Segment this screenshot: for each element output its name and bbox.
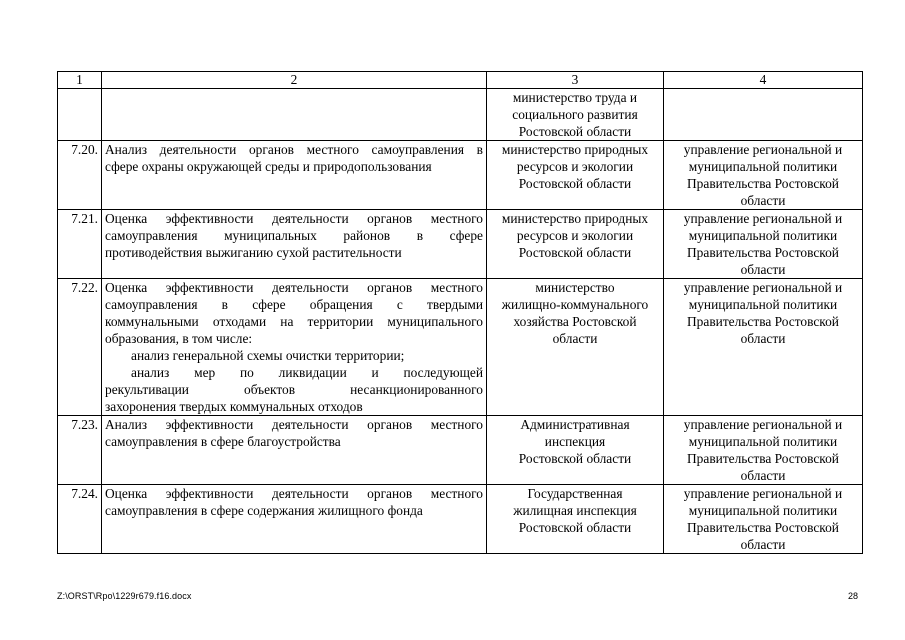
cell-line: жилищная инспекция	[513, 503, 637, 518]
cell-line: хозяйства Ростовской	[513, 314, 637, 329]
row-description	[102, 416, 487, 485]
cell-line: муниципальной политики	[688, 159, 838, 174]
measures-table	[57, 71, 863, 554]
cell-line: жилищно-коммунального	[501, 297, 649, 312]
cell-line: области	[740, 193, 786, 208]
table-row	[58, 416, 863, 485]
cell-line: анализ мер по ликвидации и последующей	[131, 365, 483, 380]
column-header: 4	[664, 72, 863, 89]
cell-line: Ростовской области	[518, 245, 632, 260]
row-responsible-ministry	[487, 485, 664, 554]
cell-line: области	[740, 537, 786, 552]
cell-line: министерство природных	[501, 142, 649, 157]
row-coordinator	[664, 279, 863, 416]
table-row	[58, 210, 863, 279]
cell-line: захоронения твердых коммунальных отходов	[105, 399, 363, 414]
row-coordinator	[664, 89, 863, 141]
table-row	[58, 279, 863, 416]
cell-line: Оценка эффективности деятельности органов местного	[105, 280, 483, 295]
column-header: 1	[58, 72, 102, 89]
page-number: 28	[847, 591, 858, 601]
cell-line: управление региональной и	[683, 486, 843, 501]
row-coordinator	[664, 141, 863, 210]
cell-line: Правительства Ростовской	[687, 520, 839, 535]
cell-line: самоуправления в сфере благоустройства	[105, 434, 341, 449]
cell-line: Ростовской области	[518, 124, 632, 139]
row-number: 7.22.	[58, 279, 102, 416]
cell-line: инспекция	[544, 434, 606, 449]
cell-line: области	[552, 331, 598, 346]
cell-line: самоуправления в сфере содержания жилищного фонда	[105, 503, 423, 518]
row-number: 7.21.	[58, 210, 102, 279]
cell-line: муниципальной политики	[688, 228, 838, 243]
cell-line: Государственная	[527, 486, 623, 501]
table-header-row	[58, 72, 863, 89]
cell-line: социального развития	[512, 107, 638, 122]
column-header: 3	[487, 72, 664, 89]
cell-line: рекультивации объектов несанкционированного	[105, 382, 483, 397]
cell-line: управление региональной и	[683, 280, 843, 295]
cell-line: управление региональной и	[683, 417, 843, 432]
row-responsible-ministry	[487, 279, 664, 416]
footer-file-path: Z:\ORST\Rpo\1229r679.f16.docx	[57, 591, 192, 601]
cell-line: Административная	[520, 417, 630, 432]
cell-line: муниципальной политики	[688, 297, 838, 312]
row-responsible-ministry	[487, 210, 664, 279]
cell-line: Ростовской области	[518, 176, 632, 191]
row-description	[102, 89, 487, 141]
row-number	[58, 89, 102, 141]
row-description	[102, 279, 487, 416]
cell-line: министерство природных	[501, 211, 649, 226]
cell-line: ресурсов и экологии	[516, 159, 634, 174]
cell-line: управление региональной и	[683, 211, 843, 226]
cell-line: области	[740, 262, 786, 277]
cell-line: области	[740, 331, 786, 346]
cell-line: ресурсов и экологии	[516, 228, 634, 243]
table-row	[58, 485, 863, 554]
table-row	[58, 141, 863, 210]
cell-line: министерство труда и	[512, 90, 638, 105]
cell-line: анализ генеральной схемы очистки территории;	[131, 348, 405, 363]
cell-line: министерство	[535, 280, 615, 295]
cell-line: Ростовской области	[518, 520, 632, 535]
cell-line: управление региональной и	[683, 142, 843, 157]
cell-line: муниципальной политики	[688, 434, 838, 449]
row-number: 7.20.	[58, 141, 102, 210]
cell-line: самоуправления в сфере обращения с твердыми	[105, 297, 483, 312]
row-coordinator	[664, 210, 863, 279]
cell-line: муниципальной политики	[688, 503, 838, 518]
cell-line: самоуправления муниципальных районов в сфере	[105, 228, 483, 243]
row-responsible-ministry	[487, 416, 664, 485]
cell-line: Ростовской области	[518, 451, 632, 466]
cell-line: Правительства Ростовской	[687, 245, 839, 260]
row-coordinator	[664, 485, 863, 554]
table-row	[58, 89, 863, 141]
cell-line: Анализ эффективности деятельности органов местного	[105, 417, 483, 432]
cell-line: Правительства Ростовской	[687, 314, 839, 329]
row-description	[102, 485, 487, 554]
column-header: 2	[102, 72, 487, 89]
row-responsible-ministry	[487, 89, 664, 141]
cell-line: противодействия выжиганию сухой растительности	[105, 245, 402, 260]
cell-line: сфере охраны окружающей среды и природопользования	[105, 159, 432, 174]
row-description	[102, 141, 487, 210]
cell-line: Правительства Ростовской	[687, 176, 839, 191]
cell-line: Анализ деятельности органов местного самоуправления в	[105, 142, 483, 157]
cell-line: Оценка эффективности деятельности органов местного	[105, 211, 483, 226]
row-number: 7.24.	[58, 485, 102, 554]
cell-line: Правительства Ростовской	[687, 451, 839, 466]
row-coordinator	[664, 416, 863, 485]
cell-line: Оценка эффективности деятельности органов местного	[105, 486, 483, 501]
row-responsible-ministry	[487, 141, 664, 210]
cell-line: образования, в том числе:	[105, 331, 253, 346]
row-number: 7.23.	[58, 416, 102, 485]
cell-line: области	[740, 468, 786, 483]
cell-line: коммунальными отходами на территории муниципального	[105, 314, 483, 329]
row-description	[102, 210, 487, 279]
